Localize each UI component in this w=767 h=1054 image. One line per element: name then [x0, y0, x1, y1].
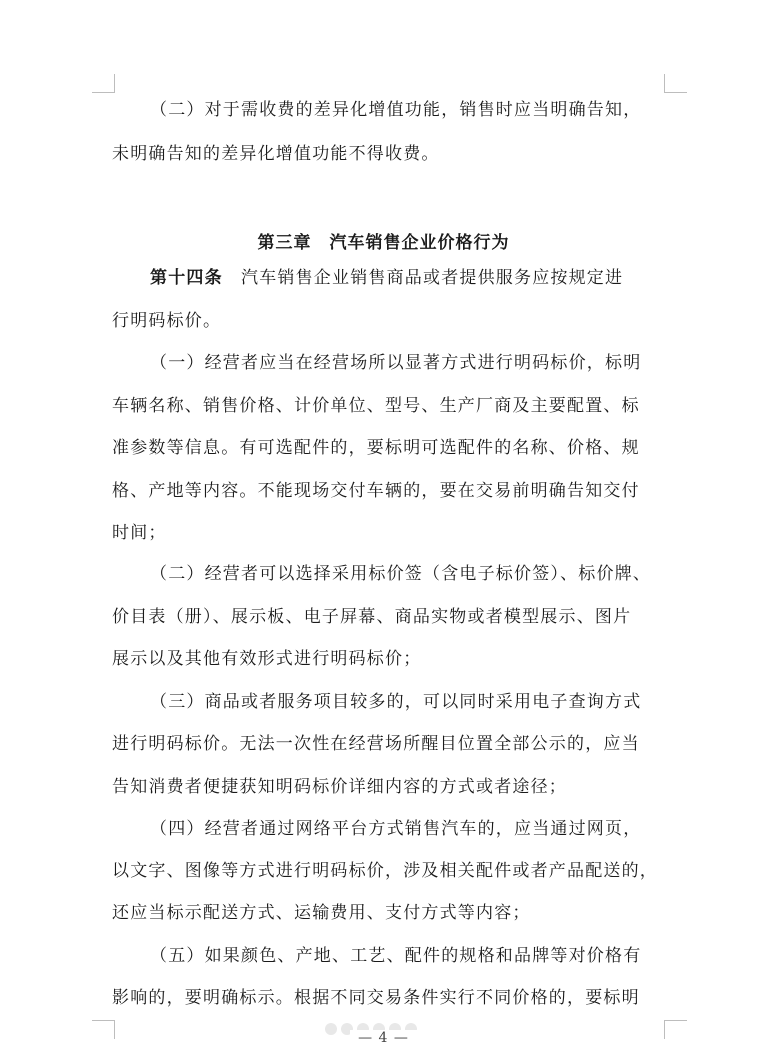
paragraph-line: （一）经营者应当在经营场所以显著方式进行明码标价，标明 — [150, 353, 642, 373]
paragraph-line: 进行明码标价。无法一次性在经营场所醒目位置全部公示的，应当 — [112, 734, 640, 754]
chapter-heading: 第三章 汽车销售企业价格行为 — [257, 233, 510, 253]
paragraph-line: 行明码标价。 — [112, 311, 222, 331]
paragraph-line: （二）对于需收费的差异化增值功能，销售时应当明确告知， — [150, 100, 642, 120]
paragraph-line: 时间； — [112, 523, 167, 543]
paragraph-line: 展示以及其他有效形式进行明码标价； — [112, 649, 422, 669]
paragraph-line: 未明确告知的差异化增值功能不得收费。 — [112, 144, 440, 164]
article-14-text: 汽车销售企业销售商品或者提供服务应按规定进 — [222, 268, 624, 288]
paragraph-line: （四）经营者通过网络平台方式销售汽车的，应当通过网页， — [150, 819, 642, 839]
crop-mark-top-right — [664, 74, 687, 93]
paragraph-line: 价目表（册）、展示板、电子屏幕、商品实物或者模型展示、图片 — [112, 607, 632, 627]
paragraph-line: （五）如果颜色、产地、工艺、配件的规格和品牌等对价格有 — [150, 946, 642, 966]
paragraph-line: 告知消费者便捷获知明码标价详细内容的方式或者途径； — [112, 777, 567, 797]
page-number — [0, 1030, 767, 1046]
article-14-label: 第十四条 — [150, 268, 223, 288]
paragraph-line: 格、产地等内容。不能现场交付车辆的，要在交易前明确告知交付 — [112, 481, 640, 501]
crop-mark-top-left — [92, 74, 115, 93]
paragraph-line: （三）商品或者服务项目较多的，可以同时采用电子查询方式 — [150, 692, 642, 712]
page-number-text: — 4 — — [350, 1030, 418, 1046]
article-14-line-1 — [150, 267, 710, 289]
paragraph-line: （二）经营者可以选择采用标价签（含电子标价签）、标价牌、 — [150, 564, 652, 584]
paragraph-line: 车辆名称、销售价格、计价单位、型号、生产厂商及主要配置、标 — [112, 396, 640, 416]
paragraph-line: 以文字、图像等方式进行明码标价，涉及相关配件或者产品配送的， — [112, 861, 658, 881]
paragraph-line: 还应当标示配送方式、运输费用、支付方式等内容； — [112, 903, 531, 923]
paragraph-line: 准参数等信息。有可选配件的，要标明可选配件的名称、价格、规 — [112, 438, 640, 458]
paragraph-line: 影响的，要明确标示。根据不同交易条件实行不同价格的，要标明 — [112, 988, 640, 1008]
